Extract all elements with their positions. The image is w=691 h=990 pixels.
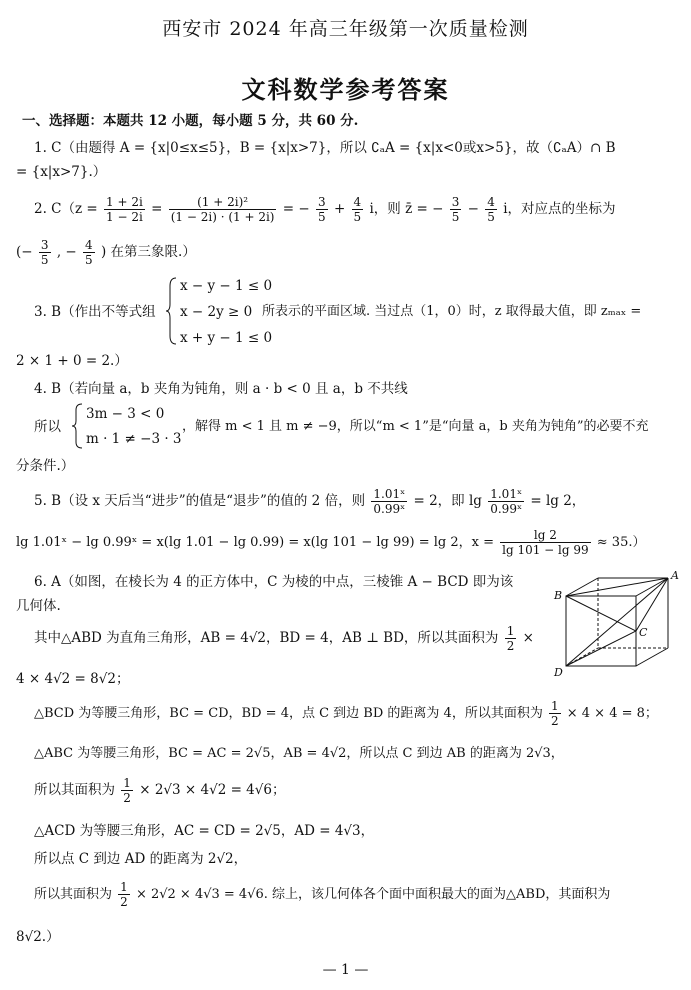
section-heading: 一、选择题：本题共 12 小题，每小题 5 分，共 60 分. — [22, 113, 359, 129]
text: ≈ 35.） — [596, 535, 646, 550]
text: △BCD 为等腰三角形，BC = CD，BD = 4，点 C 到边 BD 的距离为 4，所以其面积为 — [34, 706, 543, 721]
label-C: C — [639, 626, 648, 639]
denominator: 0.99ˣ — [490, 502, 523, 516]
text: = 2，即 lg — [413, 493, 482, 509]
left-brace-icon — [72, 402, 84, 450]
fraction — [104, 195, 145, 224]
text: i，对应点的坐标为 — [503, 201, 616, 217]
numerator: 3 — [40, 238, 49, 252]
denominator: 5 — [85, 253, 93, 267]
denominator: 5 — [40, 253, 49, 267]
answer-3-intro: 3. B（作出不等式组 — [34, 304, 156, 320]
text: − — [467, 201, 479, 217]
denominator: 5 — [353, 210, 362, 224]
label-B: B — [554, 589, 563, 602]
answer-6-line-3 — [34, 622, 534, 654]
label-D: D — [554, 666, 563, 679]
denominator: lg 101 − lg 99 — [502, 543, 589, 557]
numerator: lg 2 — [500, 528, 591, 543]
text: × 2√2 × 4√3 = 4√6. 综上，该几何体各个面中面积最大的面为△ABD，其面积为 — [135, 887, 611, 902]
denominator: 5 — [451, 210, 460, 224]
text: = lg 2， — [530, 493, 586, 509]
numerator: 1 — [506, 624, 515, 638]
page-number: — 1 — — [322, 962, 369, 978]
page-header: 西安市 2024 年高三年级第一次质量检测 — [162, 18, 529, 40]
answer-6-line-11: 8√2.） — [16, 929, 60, 945]
answer-4-line-1: 4. B（若向量 a，b 夹角为钝角，则 a · b < 0 且 a，b 不共线 — [34, 381, 408, 397]
text: × 2√3 × 4√2 = 4√6； — [139, 782, 286, 798]
answer-6-line-1: 6. A（如图，在棱长为 4 的正方体中，C 为棱的中点，三棱锥 A − BCD 即为该 — [34, 574, 514, 590]
fraction — [118, 880, 130, 909]
text: i，则 z̄ = − — [369, 201, 444, 217]
fraction — [316, 195, 328, 224]
cube-figure — [548, 566, 683, 684]
fraction — [549, 699, 561, 728]
text: ) 在第三象限.） — [100, 244, 196, 260]
left-brace-icon — [166, 276, 178, 346]
fraction — [121, 776, 133, 805]
text: × — [522, 630, 534, 646]
cube-edge — [636, 648, 668, 666]
answer-1-line-2: = {x|x>7}.） — [16, 164, 107, 180]
denominator: 1 − 2i — [106, 210, 143, 224]
text: 5. B（设 x 天后当“进步”的值是“退步”的值的 2 倍，则 — [34, 493, 366, 509]
numerator: (1 + 2i)² — [169, 195, 277, 210]
numerator: 4 — [353, 195, 362, 209]
answer-6-line-8: △ACD 为等腰三角形，AC = CD = 2√5，AD = 4√3， — [34, 823, 375, 839]
numerator: 1 — [123, 776, 131, 790]
numerator: 1 — [550, 699, 559, 713]
answer-4-so: 所以 — [34, 419, 61, 435]
fraction — [83, 238, 95, 267]
fraction — [485, 195, 497, 224]
answer-5-line-1 — [34, 485, 585, 517]
numerator: 3 — [318, 195, 326, 209]
denominator: 0.99ˣ — [373, 502, 406, 516]
answer-6-line-10 — [34, 879, 610, 911]
denominator: 2 — [123, 791, 131, 805]
segment-BC — [566, 596, 636, 631]
text: 所以其面积为 — [34, 887, 113, 902]
answer-4-line-2: ，解得 m < 1 且 m ≠ −9，所以“m < 1”是“向量 a，b 夹角为钝角”的必要不充 — [182, 419, 649, 434]
numerator: 1.01ˣ — [373, 487, 406, 501]
text: 其中△ABD 为直角三角形，AB = 4√2，BD = 4，AB ⊥ BD，所以其面积为 — [34, 630, 499, 646]
answer-6-line-2: 几何体. — [16, 598, 61, 614]
text: = — [151, 201, 163, 217]
answer-6-line-6: △ABC 为等腰三角形，BC = AC = 2√5，AB = 4√2，所以点 C 到边 AB 的距离为 2√3， — [34, 746, 564, 761]
answer-1-line-1: 1. C（由题得 A = {x|0≤x≤5}，B = {x|x>7}，所以 ∁ₐA = {x|x<0或x>5}，故（∁ₐA）∩ B — [34, 140, 616, 156]
text: lg 1.01ˣ − lg 0.99ˣ = x(lg 1.01 − lg 0.99) = x(lg 101 − lg 99) = lg 2，x = — [16, 535, 494, 550]
inequality-3: x + y − 1 ≤ 0 — [180, 330, 273, 346]
fraction — [500, 528, 591, 557]
answer-6-line-7 — [34, 774, 285, 806]
fraction — [505, 624, 517, 653]
answer-2-line-2 — [16, 236, 196, 268]
denominator: 2 — [550, 714, 559, 728]
text: × 4 × 4 = 8； — [566, 706, 658, 721]
segment-AD — [566, 578, 668, 666]
answer-2-line-1 — [34, 193, 616, 225]
numerator: 3 — [451, 195, 460, 209]
condition-1: 3m − 3 < 0 — [86, 406, 165, 422]
text: 2. C（z = — [34, 201, 98, 217]
denominator: 5 — [487, 210, 495, 224]
page-title: 文科数学参考答案 — [241, 75, 450, 104]
numerator: 1 + 2i — [106, 195, 143, 209]
numerator: 4 — [85, 238, 93, 252]
cube-front-face — [566, 596, 636, 666]
answer-4-line-3: 分条件.） — [16, 458, 75, 474]
fraction — [169, 195, 277, 224]
answer-6-line-5 — [34, 698, 658, 730]
fraction — [371, 487, 407, 516]
denominator: 2 — [120, 895, 128, 909]
answer-5-line-2 — [16, 527, 645, 559]
fraction — [39, 238, 51, 267]
numerator: 1 — [120, 880, 128, 894]
text: = − — [282, 201, 310, 217]
inequality-2: x − 2y ≥ 0 — [180, 304, 253, 320]
label-A: A — [671, 569, 679, 582]
segment-AC — [636, 578, 668, 631]
condition-2: m · 1 ≠ −3 · 3 — [86, 431, 182, 447]
text: 所以其面积为 — [34, 782, 115, 798]
text: + — [333, 201, 346, 217]
answer-6-line-4: 4 × 4√2 = 8√2； — [16, 671, 130, 687]
fraction — [450, 195, 462, 224]
numerator: 1.01ˣ — [490, 487, 523, 501]
text: (− — [16, 244, 33, 260]
answer-3-text: 所表示的平面区域. 当过点（1，0）时，z 取得最大值，即 zₘₐₓ = — [262, 304, 642, 319]
denominator: (1 − 2i) · (1 + 2i) — [170, 210, 275, 224]
answer-3-result: 2 × 1 + 0 = 2.） — [16, 353, 128, 369]
denominator: 2 — [506, 639, 515, 653]
fraction — [352, 195, 364, 224]
fraction — [488, 487, 524, 516]
inequality-1: x − y − 1 ≤ 0 — [180, 278, 273, 294]
answer-6-line-9: 所以点 C 到边 AD 的距离为 2√2， — [34, 851, 248, 867]
numerator: 4 — [487, 195, 495, 209]
denominator: 5 — [318, 210, 326, 224]
text: , − — [56, 244, 77, 260]
